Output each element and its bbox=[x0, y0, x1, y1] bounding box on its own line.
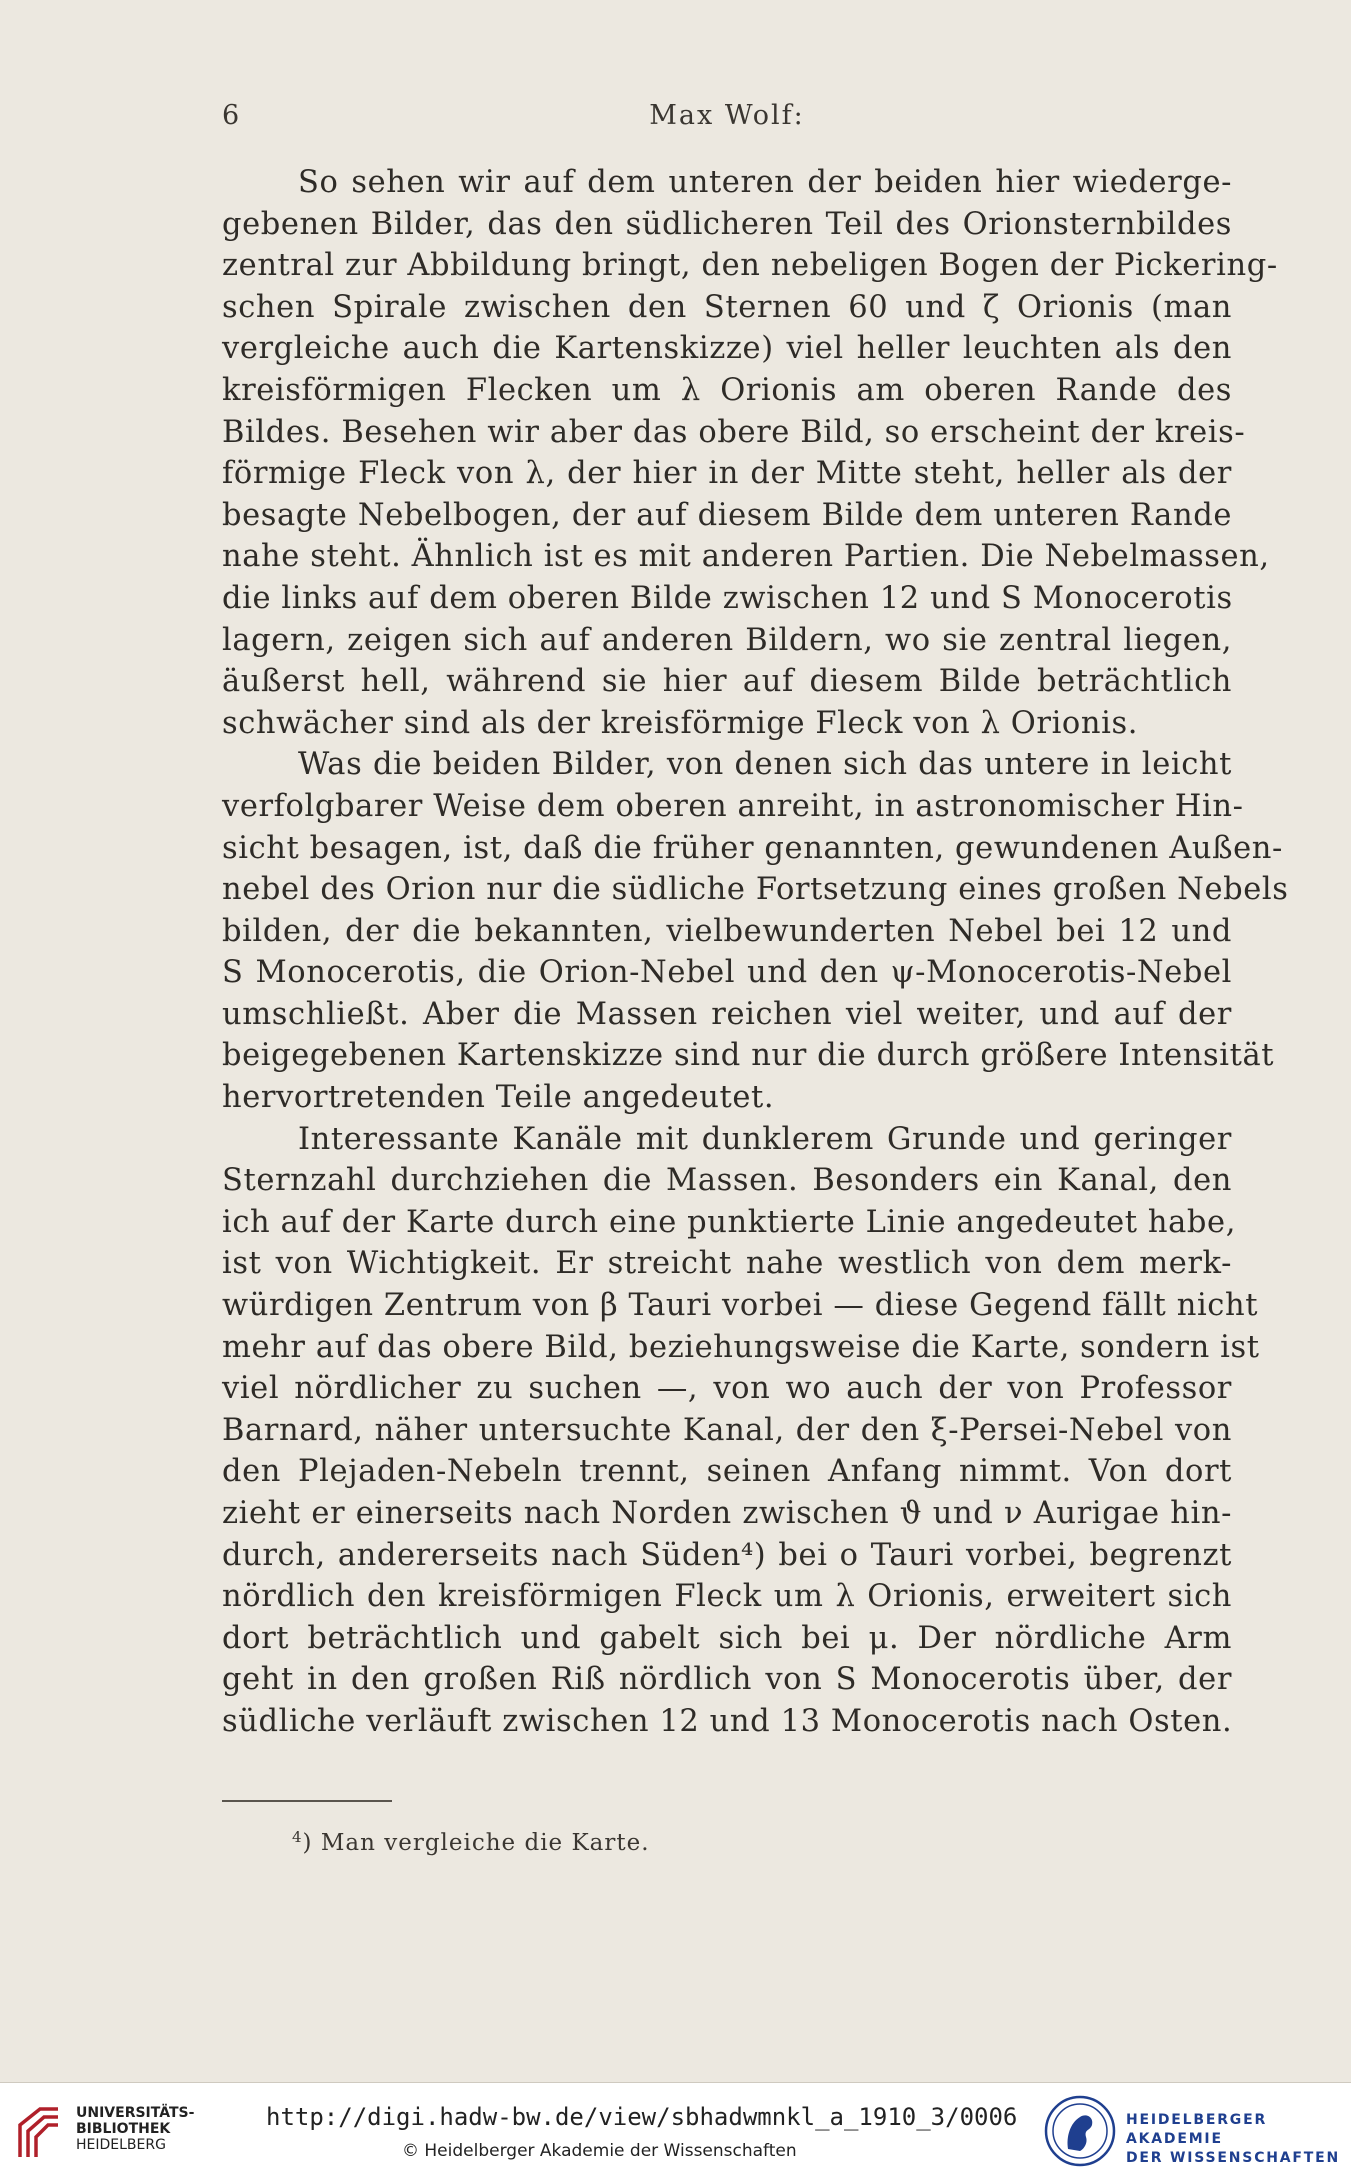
text-line: nebel des Orion nur die südliche Fortsetzung eines großen Nebels bbox=[222, 872, 1289, 908]
text-line: würdigen Zentrum von β Tauri vorbei — diese Gegend fällt nicht bbox=[222, 1288, 1259, 1324]
text-line: nördlich den kreisförmigen Fleck um λ Orionis, erweitert sich bbox=[222, 1579, 1232, 1615]
text-line: dort beträchtlich und gabelt sich bei μ. Der nördliche Arm bbox=[222, 1620, 1232, 1656]
footnote-divider bbox=[222, 1800, 392, 1802]
text-line: nahe steht. Ähnlich ist es mit anderen Partien. Die Nebelmassen, bbox=[222, 539, 1270, 575]
footnote-text: ) Man vergleiche die Karte. bbox=[302, 1830, 650, 1856]
university-library-name bbox=[76, 2105, 194, 2153]
text-line: bilden, der die bekannten, vielbewunderten Nebel bei 12 und bbox=[222, 913, 1232, 949]
running-title: Max Wolf: bbox=[649, 100, 805, 131]
text-line: geht in den großen Riß nördlich von S Monocerotis über, der bbox=[222, 1662, 1232, 1698]
university-library-logo-icon bbox=[14, 2103, 64, 2163]
text-line: Bildes. Besehen wir aber das obere Bild, so erscheint der kreis- bbox=[222, 414, 1246, 450]
text-line: Interessante Kanäle mit dunklerem Grunde und geringer bbox=[298, 1121, 1232, 1157]
footer-bar bbox=[0, 2082, 1351, 2176]
text-line: besagte Nebelbogen, der auf diesem Bilde dem unteren Rande bbox=[222, 497, 1232, 533]
copyright-notice: © Heidelberger Akademie der Wissenschaften bbox=[402, 2141, 797, 2161]
text-line: schen Spirale zwischen den Sternen 60 und ζ Orionis (man bbox=[222, 289, 1232, 325]
text-line: förmige Fleck von λ, der hier in der Mitte steht, heller als der bbox=[222, 456, 1232, 492]
page-number: 6 bbox=[222, 100, 241, 131]
text-line: zieht er einerseits nach Norden zwischen ϑ und ν Aurigae hin- bbox=[222, 1496, 1232, 1531]
page-header bbox=[222, 100, 1232, 140]
library-line-1: UNIVERSITÄTS- bbox=[76, 2105, 195, 2121]
text-line: durch, andererseits nach Süden⁴) bei ο Tauri vorbei, begrenzt bbox=[222, 1537, 1232, 1573]
body-text bbox=[222, 162, 1289, 1743]
text-line: zentral zur Abbildung bringt, den nebeligen Bogen der Pickering- bbox=[222, 248, 1278, 284]
text-line: ich auf der Karte durch eine punktierte Linie angedeutet habe, bbox=[222, 1204, 1237, 1240]
text-line: vergleiche auch die Kartenskizze) viel heller leuchten als den bbox=[222, 331, 1232, 367]
text-line: lagern, zeigen sich auf anderen Bildern, wo sie zentral liegen, bbox=[222, 622, 1232, 658]
text-line: Barnard, näher untersuchte Kanal, der den ξ-Persei-Nebel von bbox=[222, 1412, 1232, 1448]
text-line: S Monocerotis, die Orion-Nebel und den ψ-Monocerotis-Nebel bbox=[222, 955, 1232, 991]
text-line: die links auf dem oberen Bilde zwischen 12 und S Monocerotis bbox=[222, 580, 1233, 616]
academy-seal-icon bbox=[1040, 2093, 1120, 2169]
text-line: schwächer sind als der kreisförmige Fleck von λ Orionis. bbox=[222, 705, 1139, 741]
text-line: umschließt. Aber die Massen reichen viel weiter, und auf der bbox=[222, 996, 1232, 1032]
academy-line-2: DER WISSENSCHAFTEN bbox=[1126, 2150, 1341, 2166]
text-line: gebenen Bilder, das den südlicheren Teil des Orionsternbildes bbox=[222, 206, 1232, 242]
footnote bbox=[292, 1828, 650, 1856]
library-line-2: BIBLIOTHEK bbox=[76, 2121, 171, 2137]
text-line: kreisförmigen Flecken um λ Orionis am oberen Rande des bbox=[222, 372, 1232, 408]
academy-line-1: HEIDELBERGER AKADEMIE bbox=[1126, 2112, 1268, 2147]
footnote-marker: 4 bbox=[292, 1828, 303, 1846]
text-line: südliche verläuft zwischen 12 und 13 Monocerotis nach Osten. bbox=[222, 1703, 1233, 1739]
text-line: Sternzahl durchziehen die Massen. Besonders ein Kanal, den bbox=[222, 1163, 1232, 1199]
text-line: ist von Wichtigkeit. Er streicht nahe westlich von dem merk- bbox=[222, 1246, 1232, 1282]
permalink-url[interactable]: http://digi.hadw-bw.de/view/sbhadwmnkl_a_1910_3/0006 bbox=[266, 2103, 1018, 2131]
text-line: viel nördlicher zu suchen —, von wo auch der von Professor bbox=[222, 1371, 1232, 1407]
text-line: den Plejaden-Nebeln trennt, seinen Anfang nimmt. Von dort bbox=[222, 1454, 1232, 1490]
library-line-3: HEIDELBERG bbox=[76, 2137, 166, 2153]
text-line: äußerst hell, während sie hier auf diesem Bilde beträchtlich bbox=[222, 664, 1232, 700]
text-line: mehr auf das obere Bild, beziehungsweise die Karte, sondern ist bbox=[222, 1329, 1260, 1365]
text-line: So sehen wir auf dem unteren der beiden hier wiederge- bbox=[298, 165, 1232, 200]
text-line: sicht besagen, ist, daß die früher genannten, gewundenen Außen- bbox=[222, 830, 1283, 866]
academy-name bbox=[1126, 2111, 1351, 2168]
text-line: beigegebenen Kartenskizze sind nur die durch größere Intensität bbox=[222, 1038, 1275, 1074]
text-line: verfolgbarer Weise dem oberen anreiht, in astronomischer Hin- bbox=[222, 788, 1244, 824]
text-line: Was die beiden Bilder, von denen sich das untere in leicht bbox=[298, 747, 1232, 783]
text-line: hervortretenden Teile angedeutet. bbox=[222, 1080, 775, 1116]
